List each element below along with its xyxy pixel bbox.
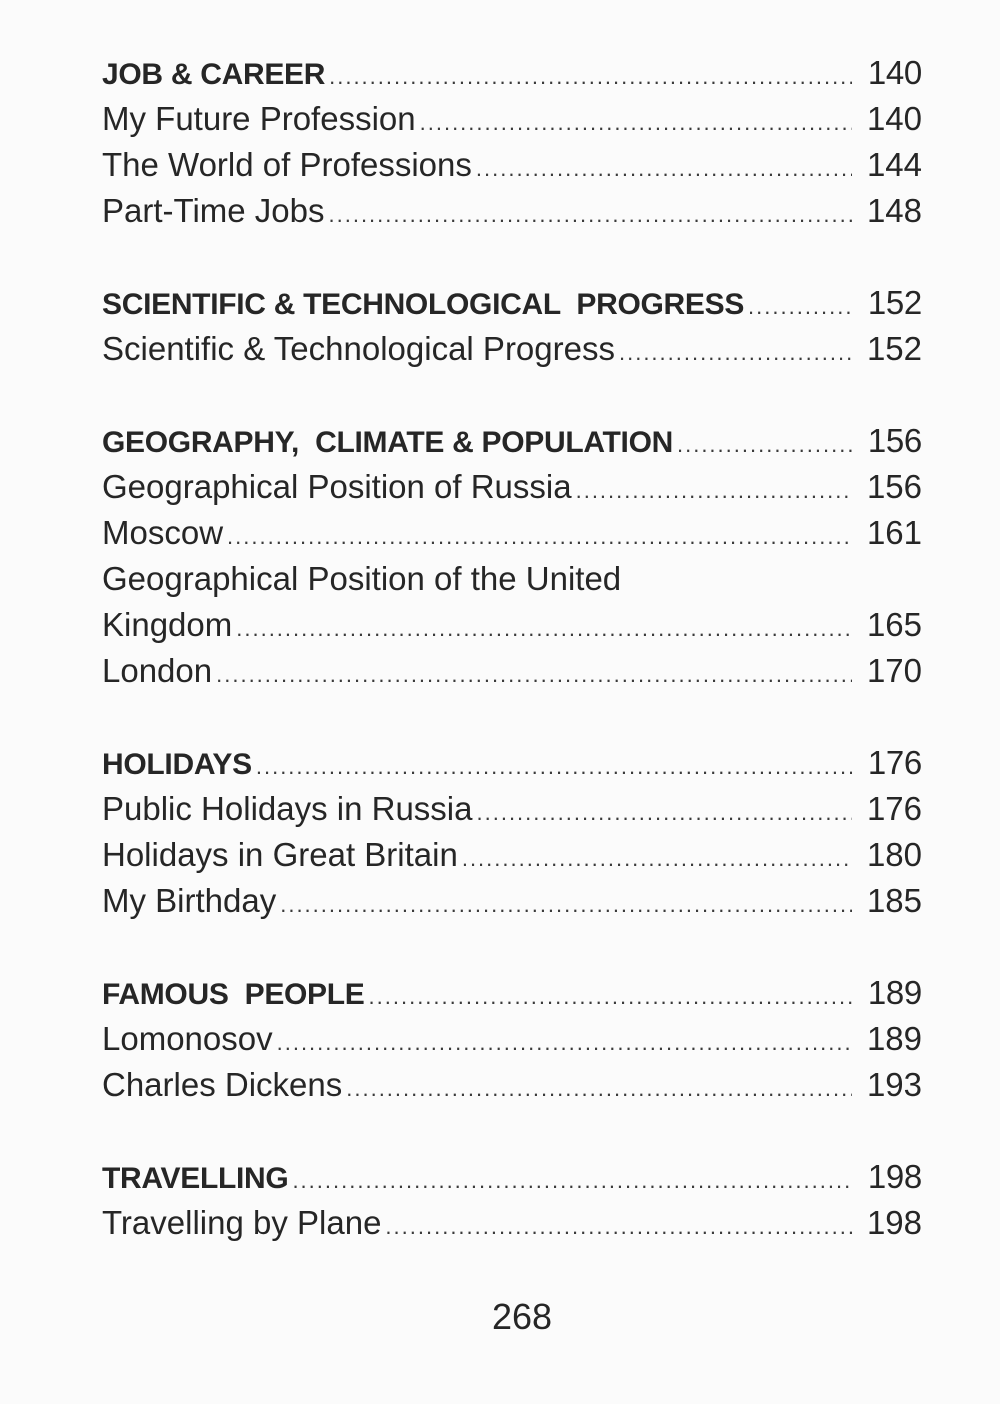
toc-section-travelling [102, 1154, 922, 1246]
dot-leader [346, 1066, 852, 1112]
dot-leader [476, 146, 852, 192]
item-title: Geographical Position of Russia [102, 468, 572, 505]
toc-item [102, 786, 922, 832]
item-title: Holidays in Great Britain [102, 836, 458, 873]
page-number: 180 [866, 836, 922, 873]
toc-section-holidays [102, 740, 922, 924]
item-title: London [102, 652, 213, 689]
item-title: Travelling by Plane [102, 1204, 382, 1241]
page-number: 161 [866, 514, 922, 551]
page-number: 152 [866, 330, 922, 367]
toc-item [102, 464, 922, 510]
dot-leader [462, 836, 852, 882]
item-title: My Future Profession [102, 100, 416, 137]
dot-leader [236, 606, 852, 652]
dot-leader [477, 790, 853, 836]
page-number: 140 [867, 54, 922, 91]
toc-section-job-career [102, 50, 922, 234]
toc-item [102, 510, 922, 556]
toc-item [102, 648, 922, 694]
toc-item [102, 188, 922, 234]
page-number: 152 [867, 284, 922, 321]
page-number: 189 [867, 974, 922, 1011]
toc-item [102, 1062, 922, 1108]
page-number: 140 [866, 100, 922, 137]
toc-section-famous-people [102, 970, 922, 1108]
item-title: Scientific & Technological Progress [102, 330, 615, 367]
toc-heading [102, 970, 922, 1016]
page-number: 156 [866, 468, 922, 505]
dot-leader [619, 330, 852, 376]
item-title: Moscow [102, 514, 224, 551]
toc-item [102, 1016, 922, 1062]
dot-leader [329, 54, 852, 100]
dot-leader [216, 652, 852, 698]
page-number: 165 [866, 606, 922, 643]
item-title: Lomonosov [102, 1020, 273, 1057]
toc-item [102, 142, 922, 188]
toc-item [102, 878, 922, 924]
page-number: 193 [866, 1066, 922, 1103]
toc-heading [102, 740, 922, 786]
toc-item [102, 326, 922, 372]
heading-title: HOLIDAYS [102, 748, 252, 781]
item-title-continuation: Kingdom [102, 606, 233, 643]
item-title: Geographical Position of the United [102, 560, 622, 597]
item-title: My Birthday [102, 882, 277, 919]
item-title: Part-Time Jobs [102, 192, 325, 229]
dot-leader [256, 744, 852, 790]
dot-leader [576, 468, 852, 514]
page-number: 170 [866, 652, 922, 689]
page-number: 189 [866, 1020, 922, 1057]
toc-item [102, 1200, 922, 1246]
toc-heading [102, 50, 922, 96]
page-number: 198 [866, 1204, 922, 1241]
dot-leader [329, 192, 853, 238]
toc-heading [102, 1154, 922, 1200]
dot-leader [277, 1020, 852, 1066]
toc-section-geography [102, 418, 922, 694]
toc-item [102, 832, 922, 878]
toc-item-first-line [102, 556, 922, 602]
toc-item [102, 96, 922, 142]
page-number: 156 [867, 422, 922, 459]
toc-heading [102, 418, 922, 464]
heading-title: GEOGRAPHY, CLIMATE & POPULATION [102, 426, 673, 459]
page-number: 185 [866, 882, 922, 919]
heading-title: JOB & CAREER [102, 58, 326, 91]
item-title: The World of Professions [102, 146, 472, 183]
toc-section-scientific-progress [102, 280, 922, 372]
toc-item-continuation [102, 602, 922, 648]
dot-leader [292, 1158, 852, 1204]
dot-leader [748, 284, 852, 330]
page-folio-number: 268 [491, 1296, 553, 1337]
dot-leader [677, 422, 852, 468]
heading-title: TRAVELLING [102, 1162, 289, 1195]
table-of-contents [102, 50, 922, 1292]
dot-leader [420, 100, 852, 146]
page-number: 176 [866, 790, 922, 827]
dot-leader [227, 514, 852, 560]
page-number: 176 [867, 744, 922, 781]
dot-leader [280, 882, 852, 928]
heading-title: SCIENTIFIC & TECHNOLOGICAL PROGRESS [102, 288, 745, 321]
item-title: Charles Dickens [102, 1066, 343, 1103]
page-number: 198 [867, 1158, 922, 1195]
toc-heading [102, 280, 922, 326]
dot-leader [385, 1204, 852, 1250]
heading-title: FAMOUS PEOPLE [102, 978, 365, 1011]
page-number: 148 [866, 192, 922, 229]
dot-leader [369, 974, 852, 1020]
item-title: Public Holidays in Russia [102, 790, 473, 827]
page-number: 144 [866, 146, 922, 183]
